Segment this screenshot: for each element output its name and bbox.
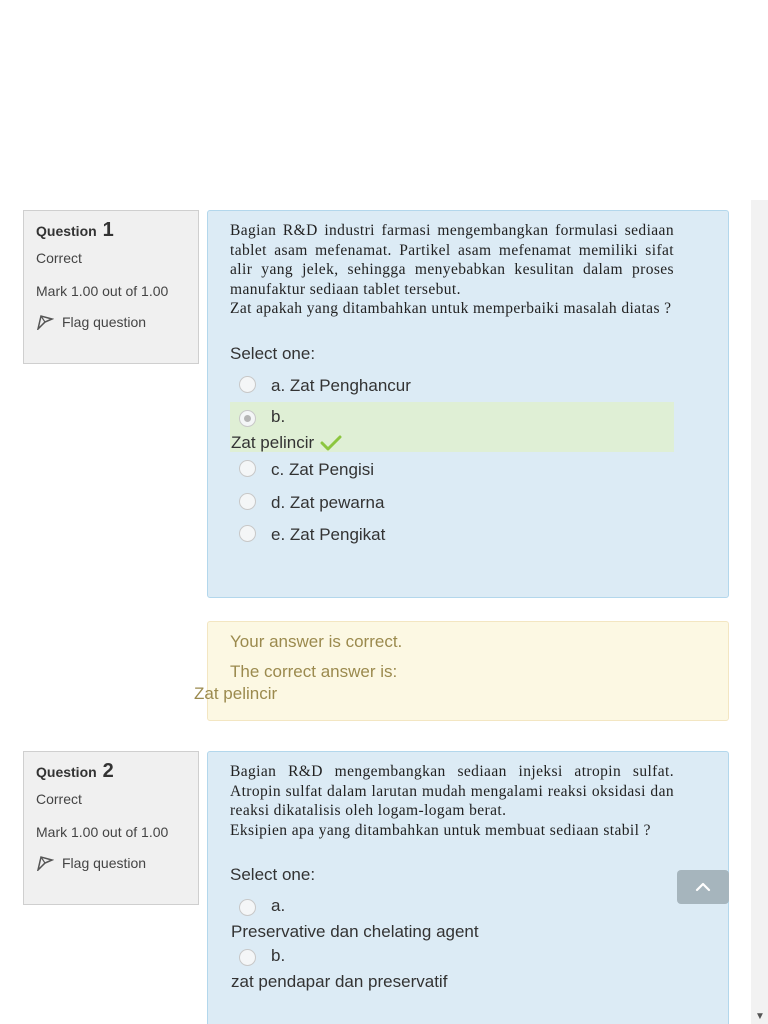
question-grade: Mark 1.00 out of 1.00 (36, 824, 169, 840)
scroll-to-top-button[interactable] (677, 870, 729, 904)
question-text (230, 221, 674, 319)
question-grade: Mark 1.00 out of 1.00 (36, 283, 169, 299)
question-info-2 (23, 751, 199, 905)
option-prefix: d. (271, 492, 286, 512)
option-prefix: a. (271, 896, 286, 916)
flag-question-label: Flag question (62, 855, 147, 871)
scroll-down-arrow-icon[interactable]: ▼ (755, 1011, 765, 1022)
option-a-radio[interactable] (239, 376, 256, 393)
option-d-label (230, 489, 674, 517)
chevron-up-icon (695, 882, 711, 892)
option-b[interactable] (230, 402, 674, 452)
question-text-body: Bagian R&D industri farmasi mengembangkan formulasi sediaan tablet asam mefenamat. Partikel asam mefenamat memiliki sifat alir yang jelek, sehingga menyebabkan kesulitan dalam proses manufaktur sediaan tablet tersebut. (230, 222, 674, 298)
flag-question-button[interactable] (36, 855, 186, 871)
question-number-value: 1 (102, 219, 114, 241)
feedback-correct-label: The correct answer is: (230, 662, 398, 681)
flag-question-button[interactable] (36, 314, 186, 330)
option-a[interactable] (230, 891, 674, 941)
question-content-2 (207, 751, 729, 1024)
answer-options (230, 891, 674, 991)
option-text: Zat pelincir (231, 433, 315, 453)
option-c-label (230, 456, 674, 484)
question-text-body: Bagian R&D mengembangkan sediaan injeksi atropin sulfat. Atropin sulfat dalam larutan mudah mengalami reaksi oksidasi dan reaksi dikatalisis oleh logam-logam berat. (230, 763, 674, 820)
question-text-ask: Zat apakah yang ditambahkan untuk memperbaiki masalah diatas ? (230, 300, 672, 318)
question-state: Correct (36, 791, 82, 807)
flag-icon (36, 855, 54, 871)
option-a[interactable] (230, 370, 674, 403)
feedback-status: Your answer is correct. (230, 632, 403, 651)
option-e[interactable] (230, 519, 674, 552)
option-prefix: b. (271, 407, 286, 427)
question-info-1 (23, 210, 199, 364)
question-feedback-1 (194, 621, 729, 721)
option-c[interactable] (230, 454, 674, 487)
flag-question-label: Flag question (62, 314, 147, 330)
option-prefix: e. (271, 525, 286, 545)
question-state: Correct (36, 250, 82, 266)
option-d[interactable] (230, 487, 674, 520)
option-a-label (230, 372, 674, 400)
option-prefix: b. (271, 946, 286, 966)
option-text: Zat Penghancur (289, 375, 411, 395)
select-prompt: Select one: (230, 343, 316, 363)
question-number (36, 219, 186, 242)
option-text: Preservative dan chelating agent (231, 922, 479, 942)
feedback-correct-answer: Zat pelincir (194, 684, 278, 703)
question-content-1 (207, 210, 729, 598)
option-text: zat pendapar dan preservatif (231, 972, 448, 992)
answer-options (230, 370, 674, 552)
question-text-ask: Eksipien apa yang ditambahkan untuk membuat sediaan stabil ? (230, 821, 651, 839)
option-d-radio[interactable] (239, 493, 256, 510)
option-text: Zat Pengikat (289, 525, 386, 545)
question-number (36, 760, 186, 783)
question-label: Question (36, 223, 97, 239)
question-number-value: 2 (102, 760, 114, 782)
option-b[interactable] (230, 941, 674, 991)
option-prefix: a. (271, 375, 286, 395)
option-text: Zat pewarna (289, 492, 385, 512)
flag-icon (36, 314, 54, 330)
question-label: Question (36, 764, 97, 780)
option-e-label (230, 521, 674, 549)
page-scrollbar[interactable] (751, 200, 768, 1024)
question-text (230, 762, 674, 840)
option-text: Zat Pengisi (288, 460, 375, 480)
option-prefix: c. (271, 460, 285, 480)
select-prompt: Select one: (230, 865, 316, 885)
